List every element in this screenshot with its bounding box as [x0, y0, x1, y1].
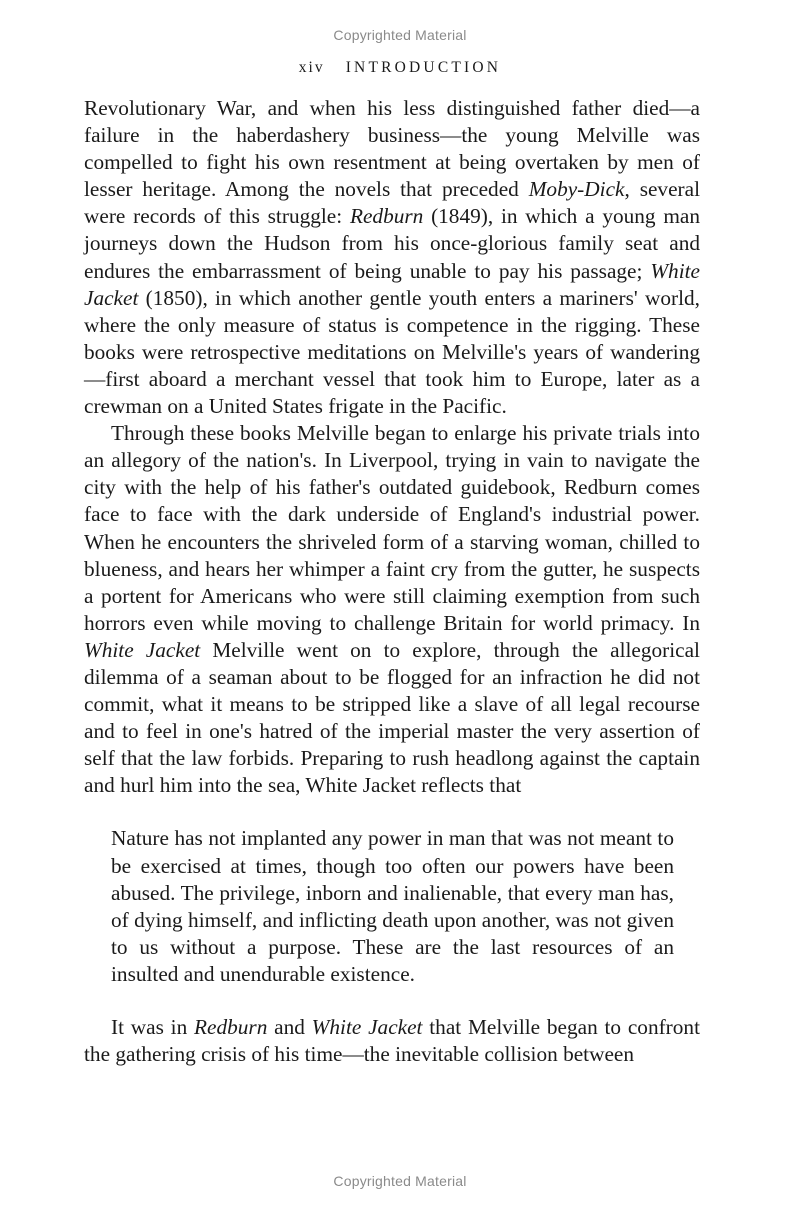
paragraph-3: [84, 1014, 700, 1068]
text-run: , several were records of this struggle:: [84, 177, 700, 229]
text-run: Through these books Melville began to enlarge his private trials into an allegory of the nation's. In Liverpool, trying in vain to navigate the city with the help of his father's outdated guidebook, Redburn comes face to face with the dark underside of England's industrial power. When he encounters the shriveled form of a starving woman, chilled to blueness, and hears her whimper a faint cry from the gutter, he suspects a portent for Americans who were still claiming exemption from such horrors even while moving to challenge Britain for world primacy. In: [84, 421, 700, 635]
copyright-watermark-top: Copyrighted Material: [333, 27, 467, 43]
text-run: (1849), in which a young man journeys down the Hudson from his once-glorious family seat and endures the embarrassment of being unable to pay his passage;: [84, 204, 700, 283]
page-number: xiv: [298, 59, 325, 76]
text-run: and: [267, 1015, 312, 1039]
running-title: INTRODUCTION: [345, 59, 502, 76]
text-run: It was in: [111, 1015, 195, 1039]
running-header: [0, 59, 800, 77]
book-title-white-jacket: White Jacket: [84, 258, 700, 310]
book-title-white-jacket: White Jacket: [84, 637, 201, 662]
book-title-redburn: Redburn: [194, 1015, 268, 1039]
text-run: (1850), in which another gentle youth enters a mariners' world, where the only measure of status is competence in the rigging. These books were retrospective meditations on Melville's years of wandering—first aboard a merchant vessel that took him to Europe, later as a crewman on a United States frigate in the Pacific.: [84, 285, 700, 419]
book-title-redburn: Redburn: [349, 204, 424, 229]
paragraph-1: [84, 95, 700, 420]
page-body: [84, 95, 700, 1068]
book-title-white-jacket: White Jacket: [311, 1015, 423, 1039]
text-run: Revolutionary War, and when his less distinguished father died—a failure in the haberdashery business—the young Melville was compelled to fight his own resentment at being overtaken by men of lesser heritage. Among the novels that preceded: [84, 96, 700, 202]
paragraph-2: [84, 420, 700, 799]
block-quote: Nature has not implanted any power in man that was not meant to be exercised at times, though too often our powers have been abused. The privilege, inborn and inalienable, that every man has, of dying himself, and inflicting death upon another, was not given to us without a purpose. These are the last resources of an insulted and unendurable existence.: [111, 826, 674, 986]
text-run: Melville went on to explore, through the allegorical dilemma of a seaman about to be flogged for an infraction he did not commit, what it means to be stripped like a slave of all legal recourse and to feel in one's hatred of the imperial master the very assertion of self that the law forbids. Preparing to rush headlong against the captain and hurl him into the sea, White Jacket reflects that: [84, 637, 700, 798]
text-run: that Melville began to confront the gathering crisis of his time—the inevitable collision between: [84, 1015, 700, 1067]
book-title-moby-dick: Moby-Dick: [528, 177, 625, 202]
copyright-watermark-bottom: Copyrighted Material: [333, 1173, 467, 1189]
